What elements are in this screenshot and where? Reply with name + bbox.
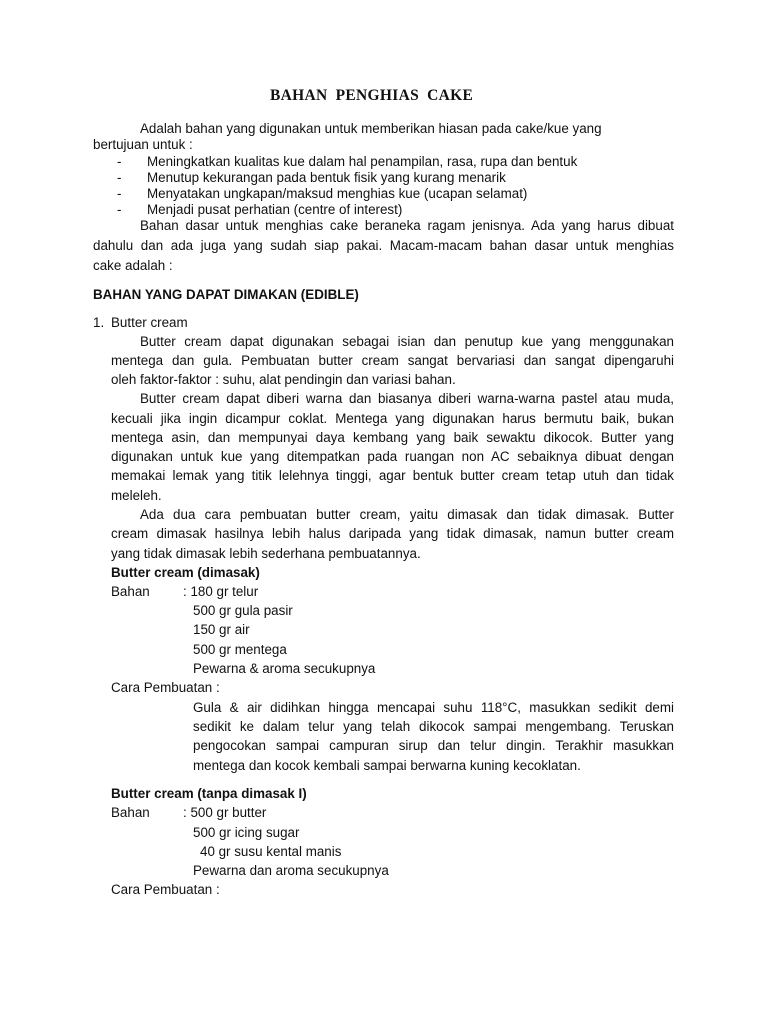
bullet-marker: - [117,170,122,185]
paragraph-line: Butter cream dapat diberi warna dan biasanya diberi warna-warna pastel atau muda, [140,391,674,406]
paragraph-line: kecuali jika ingin dicampur coklat. Mentega yang digunakan harus bermutu baik, bukan [111,411,674,426]
cara-label: Cara Pembuatan : [111,882,220,897]
bullet-text: Menutup kekurangan pada bentuk fisik yang kurang menarik [147,170,506,185]
list-label: Butter cream [111,315,188,330]
paragraph-line: cake adalah : [93,258,173,273]
ingredient-row [111,583,258,601]
paragraph-line: Ada dua cara pembuatan butter cream, yaitu dimasak dan tidak dimasak. Butter [140,507,674,522]
paragraph-line: memakai lemak yang titik lelehnya tinggi, agar bentuk butter cream tetap utuh dan tidak [111,468,674,483]
ingredient: 500 gr gula pasir [193,603,293,618]
paragraph-line: mentega asin, dan mempunyai daya kembang yang baik sewaktu dikocok. Butter yang [111,430,674,445]
bahan-label: Bahan [111,805,150,820]
ingredient: 500 gr icing sugar [193,825,300,840]
page-title: BAHAN PENGHIAS CAKE [270,87,474,104]
bullet-marker: - [117,154,122,169]
paragraph-line: digunakan untuk kue yang ditempatkan pada ruangan non AC sebaiknya dibuat dengan [111,449,674,464]
paragraph-line: mentega dan gula. Pembuatan butter cream sangat bervariasi dan sangat dipengaruhi [111,353,674,368]
recipe-heading: Butter cream (tanpa dimasak I) [111,786,307,801]
step-line: pengocokan sampai campuran sirup dan telur dingin. Terakhir masukkan [193,738,674,753]
bullet-marker: - [117,186,122,201]
ingredient: : 180 gr telur [183,584,259,599]
section-heading: BAHAN YANG DAPAT DIMAKAN (EDIBLE) [93,287,359,302]
ingredient-row [111,804,266,822]
bahan-label: Bahan [111,584,150,599]
list-number: 1. [93,315,105,330]
bullet-text: Meningkatkan kualitas kue dalam hal penampilan, rasa, rupa dan bentuk [147,154,578,169]
paragraph-line: cream dimasak hasilnya lebih halus daripada yang tidak dimasak, namun butter cream [111,526,674,541]
paragraph-line: yang tidak dimasak lebih sederhana pembuatannya. [111,546,421,561]
ingredient: Pewarna dan aroma secukupnya [193,863,389,878]
list-item-heading [93,314,188,332]
intro-line: bertujuan untuk : [93,137,193,152]
ingredient: 150 gr air [193,622,250,637]
recipe-heading: Butter cream (dimasak) [111,565,260,580]
paragraph-line: meleleh. [111,488,162,503]
cara-label: Cara Pembuatan : [111,680,220,695]
ingredient: Pewarna & aroma secukupnya [193,661,376,676]
paragraph-line: Bahan dasar untuk menghias cake beraneka ragam jenisnya. Ada yang harus dibuat [140,218,674,233]
bullet-marker: - [117,202,122,217]
bullet-text: Menyatakan ungkapan/maksud menghias kue (ucapan selamat) [147,186,528,201]
step-line: mentega dan kocok kembali sampai berwarna kuning kecoklatan. [193,758,581,773]
step-line: sedikit ke dalam telur yang telah dikocok sampai mengembang. Teruskan [193,719,674,734]
ingredient: 500 gr mentega [193,642,287,657]
paragraph-line: dahulu dan ada juga yang sudah siap pakai. Macam-macam bahan dasar untuk menghias [93,238,674,253]
step-line: Gula & air didihkan hingga mencapai suhu 118°C, masukkan sedikit demi [193,700,674,715]
bullet-text: Menjadi pusat perhatian (centre of interest) [147,202,403,217]
paragraph-line: oleh faktor-faktor : suhu, alat pendingin dan variasi bahan. [111,372,456,387]
paragraph-line: Butter cream dapat digunakan sebagai isian dan penutup kue yang menggunakan [140,334,674,349]
intro-line: Adalah bahan yang digunakan untuk memberikan hiasan pada cake/kue yang [140,121,602,136]
ingredient: 40 gr susu kental manis [200,844,342,859]
ingredient: : 500 gr butter [183,805,267,820]
